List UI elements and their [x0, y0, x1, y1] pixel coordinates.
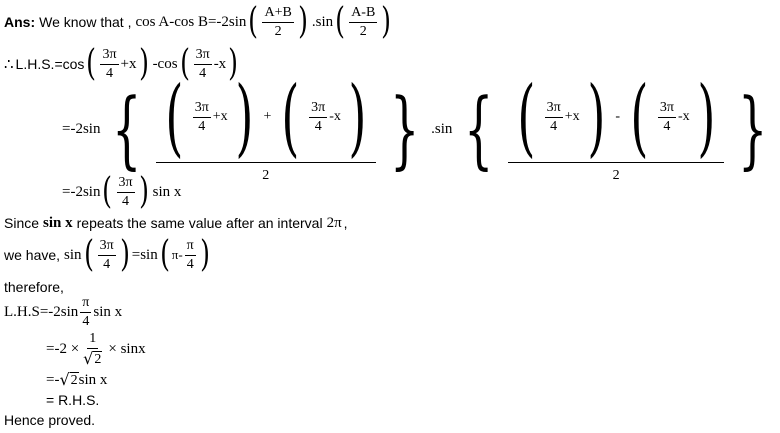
lhs-paren-1: ( $\frac{3\pi}{4}$ +x )	[86, 43, 149, 84]
fraction-denominator: 4	[314, 118, 322, 134]
fraction-denominator: 4	[550, 118, 558, 134]
since-text: Since	[4, 215, 40, 231]
hence-proved-line	[4, 410, 95, 430]
fraction-denominator: 2	[359, 23, 367, 39]
fraction-numerator: 3π	[309, 101, 327, 118]
plus-x: +x	[120, 55, 137, 72]
identity-fraction-1	[262, 6, 293, 39]
minus-sign: -	[615, 109, 621, 124]
step-1-suffix: × sinx	[108, 340, 146, 357]
big-fraction-numerator: ( $\frac{3\pi}{4}$ +x ) - ( $\frac{3\pi}{4}$ -x )	[508, 75, 725, 163]
step-line-2	[46, 369, 107, 391]
lhs-label: L.H.S.=cos	[15, 56, 85, 72]
expansion-prefix: =-2sin	[62, 120, 101, 137]
step-2-suffix: sin x	[78, 371, 108, 388]
therefore-text: therefore,	[4, 279, 64, 295]
lhs-result-suffix: sin x	[93, 303, 123, 320]
ans-label: Ans:	[4, 14, 36, 30]
fraction-numerator: A-B	[349, 6, 377, 23]
step-1-prefix: =-2 ×	[46, 340, 80, 357]
lhs-result-label: L.H.S=-2sin	[4, 303, 79, 320]
step-line-1	[46, 330, 146, 368]
fraction-numerator: 3π	[545, 101, 563, 118]
identity-fraction-2	[349, 6, 377, 39]
rhs-text: = R.H.S.	[46, 392, 100, 408]
fraction-numerator: A+B	[262, 6, 293, 23]
therefore-symbol: ∴	[4, 56, 14, 73]
fraction-denominator: 4	[199, 65, 207, 81]
we-have-eq-sin: =sin	[131, 246, 158, 263]
fraction-numerator: 3π	[658, 101, 676, 118]
fraction-numerator: 3π	[117, 176, 135, 193]
identity-paren-2: ( $\frac{A-B}{2}$ )	[335, 1, 392, 42]
since-text-2: repeats the same value after an interval	[76, 215, 323, 231]
fraction-denominator	[81, 349, 104, 367]
expansion-brace-2: { ( $\frac{3\pi}{4}$ +x ) - ( $\frac{3\pi}{4}$ -x ) 2 }	[464, 68, 768, 183]
minus-x: -x	[677, 109, 690, 124]
simplified-line	[62, 172, 181, 212]
pi-over-four	[185, 239, 196, 272]
identity-left: cos A-cos B=-2sin	[135, 13, 247, 30]
hence-proved-text: Hence proved.	[4, 412, 96, 428]
one-over-root-two	[81, 332, 104, 367]
fraction-numerator: 3π	[193, 101, 211, 118]
answer-line-1	[4, 2, 393, 42]
fraction-denominator: 2	[274, 23, 282, 39]
fraction-denominator: 4	[186, 256, 194, 272]
lhs-pi-over-four	[80, 296, 91, 329]
minus-x: -x	[213, 55, 227, 72]
since-line	[4, 213, 348, 233]
big-fraction-denominator: 2	[262, 168, 270, 183]
we-have-paren-2: ( π- $\frac{\pi}{4}$ )	[159, 234, 210, 275]
expansion-big-fraction-1	[156, 68, 376, 183]
simplified-paren: ( $\frac{3\pi}{4}$ )	[102, 171, 149, 212]
plus-x: +x	[212, 109, 228, 124]
fraction-numerator: 3π	[100, 48, 118, 65]
fraction-denominator: 4	[106, 65, 113, 81]
plus-sign: +	[263, 109, 272, 124]
expansion-brace-1: { ( $\frac{3\pi}{4}$ +x ) + ( $\frac{3\pi}{4}$ -x ) 2 }	[112, 68, 420, 183]
since-sinx: sin x	[43, 214, 73, 231]
pi-minus: π-	[171, 247, 183, 262]
identity-paren-1: ( $\frac{A+B}{2}$ )	[248, 1, 308, 42]
fraction-numerator: 3π	[194, 48, 212, 65]
fraction-numerator: π	[80, 296, 91, 313]
big-fraction-numerator: ( $\frac{3\pi}{4}$ +x ) + ( $\frac{3\pi}{4}$ -x )	[156, 75, 376, 163]
fraction-numerator: 3π	[98, 239, 116, 256]
we-have-sin: sin	[64, 246, 82, 263]
expansion-mid: .sin	[431, 120, 453, 137]
identity-mid: .sin	[311, 13, 334, 30]
sqrt-two: √ 2	[83, 348, 102, 368]
we-have-paren-1: ( $\frac{3\pi}{4}$ )	[83, 234, 130, 275]
fraction-denominator: 4	[198, 118, 206, 134]
lhs-paren-2: ( $\frac{3\pi}{4}$ -x )	[179, 43, 239, 84]
step-2-prefix: =-	[46, 371, 60, 388]
simplified-fraction	[117, 176, 135, 209]
we-have-line	[4, 234, 212, 276]
since-comma: ,	[343, 215, 348, 231]
neg-cos: -cos	[152, 55, 178, 72]
fraction-denominator: 4	[82, 313, 90, 329]
sqrt-two: √ 2	[59, 370, 78, 389]
two-pi: 2π	[326, 214, 342, 231]
lhs-result-line	[4, 294, 122, 330]
we-have-fraction	[98, 239, 116, 272]
fraction-numerator: π	[185, 239, 196, 256]
minus-x: -x	[329, 109, 341, 124]
simplified-suffix: sin x	[152, 183, 182, 200]
simplified-prefix: =-2sin	[62, 183, 101, 200]
fraction-numerator: 1	[87, 332, 98, 349]
plus-x: +x	[564, 109, 580, 124]
expansion-big-fraction-2	[508, 68, 725, 183]
fraction-denominator: 4	[103, 256, 111, 272]
fraction-denominator: 4	[663, 118, 671, 134]
big-fraction-denominator: 2	[612, 168, 620, 183]
rhs-line	[46, 391, 99, 409]
ans-intro-text: We know that ,	[39, 14, 132, 30]
fraction-denominator: 4	[122, 193, 130, 209]
we-have-text: we have,	[4, 247, 61, 263]
